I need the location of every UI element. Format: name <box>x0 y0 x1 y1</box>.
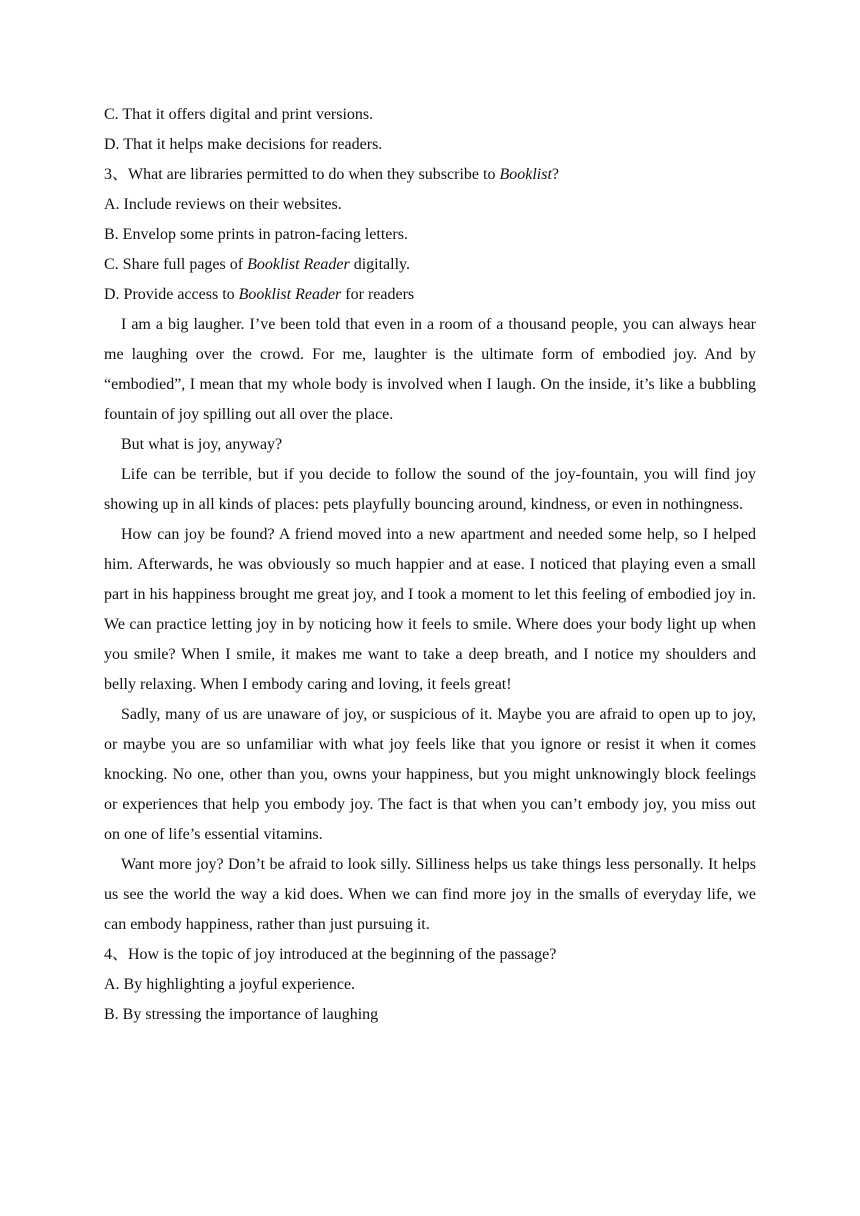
question-3-punct: ? <box>551 166 559 183</box>
question-3-text: What are libraries permitted to do when they subscribe to <box>128 166 500 183</box>
option-d-text-after: for readers <box>341 286 415 303</box>
question-3-italic-title: Booklist <box>499 166 552 183</box>
question-3-number: 3、 <box>104 166 129 183</box>
prev-option-c: C. That it offers digital and print versions. <box>104 106 374 123</box>
option-c-text-after: digitally. <box>349 256 411 273</box>
passage-paragraph-1: I am a big laugher. I’ve been told that even in a room of a thousand people, you can always hear me laughing over the crowd. For me, laughter is the ultimate form of embodied joy. And by “embodied”, I mean that my whole body is involved when I laugh. On the inside, it’s like a bubbling fountain of joy spilling out all over the place. <box>104 316 756 423</box>
question-3-option-a: A. Include reviews on their websites. <box>104 196 342 213</box>
passage-paragraph-2: But what is joy, anyway? <box>121 436 283 453</box>
question-3-option-c <box>104 250 756 280</box>
passage-paragraph-5: Sadly, many of us are unaware of joy, or suspicious of it. Maybe you are afraid to open up to joy, or maybe you are so unfamiliar with what joy feels like that you ignore or resist it when it comes knocking. No one, other than you, owns your happiness, but you might unknowingly block feelings or experiences that help you embody joy. The fact is that when you can’t embody joy, you miss out on one of life’s essential vitamins. <box>104 706 756 843</box>
option-d-text-before: D. Provide access to <box>104 286 239 303</box>
question-3-stem <box>104 160 756 190</box>
document-body <box>104 100 756 1030</box>
question-3-option-b: B. Envelop some prints in patron-facing letters. <box>104 226 408 243</box>
passage-paragraph-3: Life can be terrible, but if you decide to follow the sound of the joy-fountain, you will find joy showing up in all kinds of places: pets playfully bouncing around, kindness, or even in nothingness. <box>104 466 756 513</box>
question-4-stem: 4、How is the topic of joy introduced at the beginning of the passage? <box>104 946 557 963</box>
question-3-option-d <box>104 280 756 310</box>
passage-paragraph-6: Want more joy? Don’t be afraid to look silly. Silliness helps us take things less personally. It helps us see the world the way a kid does. When we can find more joy in the smalls of everyday life, we can embody happiness, rather than just pursuing it. <box>104 856 756 933</box>
passage-paragraph-4: How can joy be found? A friend moved into a new apartment and needed some help, so I helped him. Afterwards, he was obviously so much happier and at ease. I noticed that playing even a small part in his happiness brought me great joy, and I took a moment to let this feeling of embodied joy in. We can practice letting joy in by noticing how it feels to smile. Where does your body light up when you smile? When I smile, it makes me want to take a deep breath, and I notice my shoulders and belly relaxing. When I embody caring and loving, it feels great! <box>104 526 756 693</box>
question-4-option-b: B. By stressing the importance of laughing <box>104 1006 379 1023</box>
option-c-italic-title: Booklist Reader <box>247 256 350 273</box>
option-d-italic-title: Booklist Reader <box>238 286 342 303</box>
option-c-text-before: C. Share full pages of <box>104 256 248 273</box>
question-4-option-a: A. By highlighting a joyful experience. <box>104 976 356 993</box>
prev-option-d: D. That it helps make decisions for readers. <box>104 136 383 153</box>
